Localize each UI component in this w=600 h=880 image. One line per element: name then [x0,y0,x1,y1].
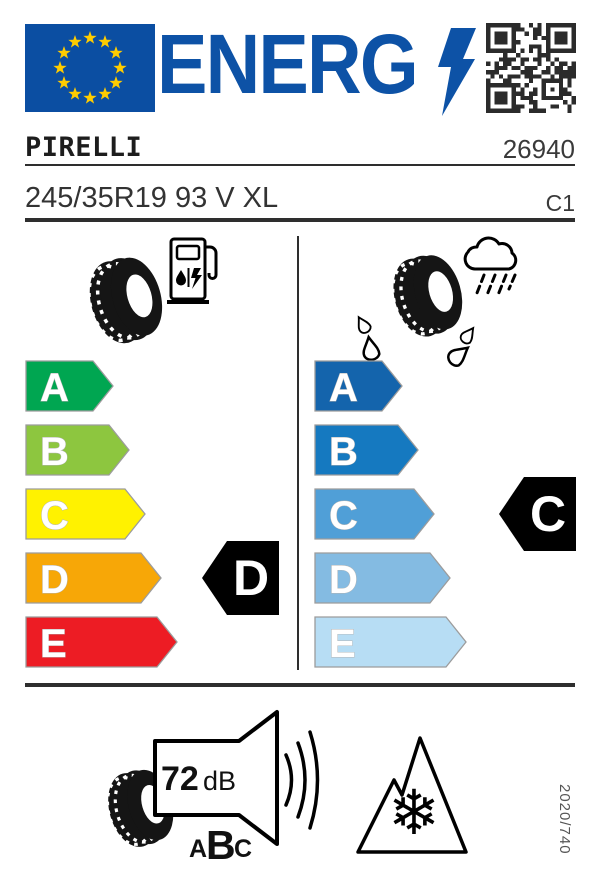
svg-text:A: A [329,366,358,410]
svg-text:D: D [40,558,69,602]
fuel-grade-b [25,424,131,476]
noise-icon [103,703,323,868]
lightning-bolt-icon [438,28,476,116]
svg-text:D: D [329,558,358,602]
svg-text:E: E [40,622,67,666]
tyre-icon [84,250,166,350]
noise-class-c: C [234,835,253,863]
noise-class-b: B [206,822,236,868]
svg-text:D: D [232,550,270,606]
noise-class-a: A [189,835,208,863]
fuel-grade-a [25,360,115,412]
divider-size [25,218,575,222]
fuel-rating-indicator [202,539,280,617]
brand-name: PIRELLI [25,132,143,163]
wet-grade-b [314,424,420,476]
noise-unit: dB [203,766,237,796]
svg-text:B: B [40,430,69,474]
svg-text:C: C [40,494,69,538]
regulation-reference: 2020/740 [556,784,573,855]
svg-text:E: E [329,622,356,666]
svg-text:B: B [329,430,358,474]
fuel-grade-d [25,552,163,604]
tyre-size-designation: 245/35R19 93 V XL [25,182,279,214]
divider-bottom [25,683,575,687]
wet-grade-e [314,616,468,668]
divider-vertical [297,236,299,670]
wet-rating-indicator [499,475,577,553]
energy-logo-text: ENERG [157,17,417,111]
article-number: 26940 [502,134,575,164]
svg-text:C: C [529,486,567,542]
divider-brand [25,164,575,166]
wet-grade-c [314,488,436,540]
eu-flag-icon [25,24,155,112]
qr-code [486,23,576,113]
snow-grip-icon [350,730,474,860]
wet-grade-a [314,360,404,412]
sound-waves-icon [286,732,318,828]
fuel-grade-c [25,488,147,540]
noise-value: 72 [161,760,199,798]
tyre-class: C1 [545,190,575,216]
fuel-grade-e [25,616,179,668]
fuel-pump-icon [167,235,221,309]
svg-text:C: C [329,494,358,538]
snowflake-icon: ❄ [388,779,440,848]
wet-grade-d [314,552,452,604]
svg-text:A: A [40,366,69,410]
rain-cloud-icon [458,233,532,299]
